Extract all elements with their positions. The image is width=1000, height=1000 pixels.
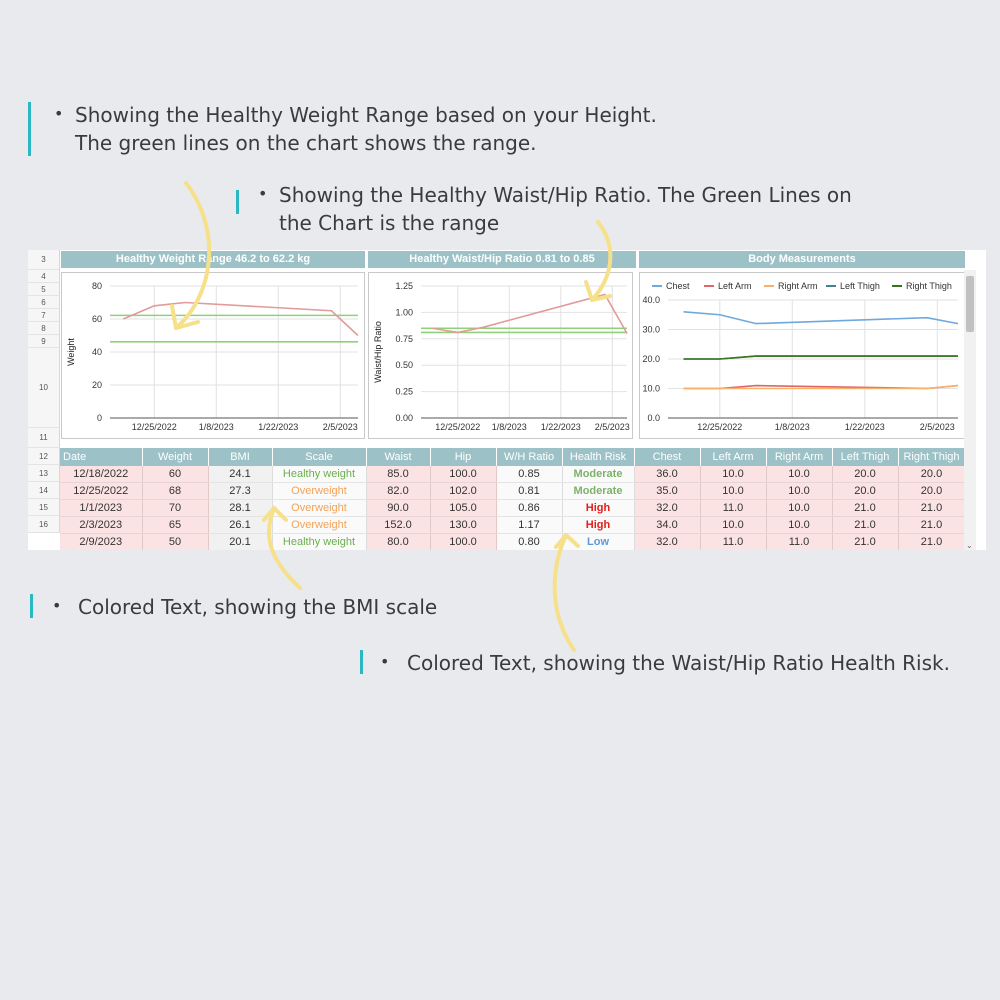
y-tick-label: 10.0 bbox=[642, 383, 660, 394]
callout-accent-bar bbox=[360, 650, 363, 674]
y-tick-label: 0.0 bbox=[647, 413, 660, 423]
table-cell-rthigh[interactable]: 21.0 bbox=[898, 534, 965, 551]
column-header[interactable]: Chest bbox=[634, 448, 700, 466]
table-cell-larm[interactable]: 10.0 bbox=[700, 517, 766, 534]
y-tick-label: 1.25 bbox=[395, 281, 413, 291]
table-cell-weight[interactable]: 70 bbox=[142, 500, 208, 517]
measurements-table bbox=[60, 448, 966, 550]
column-header[interactable]: Health Risk bbox=[562, 448, 634, 466]
body-measurements-chart[interactable] bbox=[639, 272, 965, 439]
table-cell-bmi[interactable]: 27.3 bbox=[208, 483, 272, 500]
table-cell-hip[interactable]: 105.0 bbox=[430, 500, 496, 517]
table-cell-hip[interactable]: 100.0 bbox=[430, 534, 496, 551]
y-tick-label: 20.0 bbox=[642, 354, 660, 364]
callout-text-line1: Showing the Healthy Waist/Hip Ratio. The Green Lines on bbox=[279, 183, 852, 207]
table-cell-rarm[interactable]: 10.0 bbox=[766, 466, 832, 483]
row-header[interactable]: 15 bbox=[28, 499, 60, 516]
x-tick-label: 1/8/2023 bbox=[198, 422, 234, 432]
callout-accent-bar bbox=[236, 190, 239, 214]
table-cell-scale[interactable]: Overweight bbox=[272, 500, 366, 517]
table-cell-rarm[interactable]: 10.0 bbox=[766, 500, 832, 517]
x-tick-label: 2/5/2023 bbox=[594, 422, 630, 432]
bullet-icon: • bbox=[54, 104, 64, 123]
table-cell-hip[interactable]: 130.0 bbox=[430, 517, 496, 534]
table-cell-ratio[interactable]: 0.80 bbox=[496, 534, 562, 551]
table-cell-lthigh[interactable]: 20.0 bbox=[832, 483, 898, 500]
table-cell-risk[interactable]: Moderate bbox=[562, 466, 634, 483]
table-cell-waist[interactable]: 90.0 bbox=[366, 500, 430, 517]
row-header[interactable]: 6 bbox=[28, 296, 60, 309]
table-cell-waist[interactable]: 85.0 bbox=[366, 466, 430, 483]
table-cell-chest[interactable]: 35.0 bbox=[634, 483, 700, 500]
table-cell-ratio[interactable]: 0.85 bbox=[496, 466, 562, 483]
bullet-icon: • bbox=[258, 184, 268, 203]
table-row[interactable] bbox=[60, 500, 965, 517]
table-cell-date[interactable]: 12/25/2022 bbox=[60, 483, 142, 500]
x-tick-label: 2/5/2023 bbox=[322, 422, 358, 432]
legend-label: Left Thigh bbox=[840, 281, 880, 291]
table-cell-lthigh[interactable]: 20.0 bbox=[832, 466, 898, 483]
column-header[interactable]: Hip bbox=[430, 448, 496, 466]
table-cell-hip[interactable]: 102.0 bbox=[430, 483, 496, 500]
row-header[interactable]: 10 bbox=[28, 348, 60, 428]
legend-label: Right Arm bbox=[778, 281, 818, 291]
column-header[interactable]: Left Arm bbox=[700, 448, 766, 466]
table-row[interactable] bbox=[60, 483, 965, 500]
y-tick-label: 40 bbox=[91, 347, 102, 357]
table-cell-weight[interactable]: 50 bbox=[142, 534, 208, 551]
table-cell-ratio[interactable]: 0.81 bbox=[496, 483, 562, 500]
table-cell-scale[interactable]: Overweight bbox=[272, 517, 366, 534]
table-cell-lthigh[interactable]: 21.0 bbox=[832, 500, 898, 517]
table-cell-lthigh[interactable]: 21.0 bbox=[832, 534, 898, 551]
column-header[interactable]: Date bbox=[60, 448, 142, 466]
table-cell-chest[interactable]: 32.0 bbox=[634, 500, 700, 517]
table-cell-risk[interactable]: High bbox=[562, 500, 634, 517]
table-cell-scale[interactable]: Healthy weight bbox=[272, 534, 366, 551]
legend-label: Right Thigh bbox=[906, 281, 952, 291]
x-tick-label: 1/22/2023 bbox=[844, 422, 885, 432]
x-tick-label: 12/25/2022 bbox=[131, 422, 177, 432]
table-body bbox=[60, 466, 965, 550]
table-cell-ratio[interactable]: 1.17 bbox=[496, 517, 562, 534]
chevron-down-icon[interactable]: ⌄ bbox=[966, 541, 973, 550]
y-axis-label: Weight bbox=[66, 338, 76, 366]
table-cell-rthigh[interactable]: 20.0 bbox=[898, 483, 965, 500]
column-header[interactable]: Scale bbox=[272, 448, 366, 466]
row-header[interactable]: 9 bbox=[28, 335, 60, 348]
y-tick-label: 40.0 bbox=[642, 295, 660, 305]
row-header[interactable]: 4 bbox=[28, 270, 60, 283]
table-cell-date[interactable]: 12/18/2022 bbox=[60, 466, 142, 483]
table-cell-waist[interactable]: 82.0 bbox=[366, 483, 430, 500]
y-tick-label: 80 bbox=[91, 281, 102, 291]
scrollbar-thumb[interactable] bbox=[966, 276, 974, 332]
table-cell-larm[interactable]: 11.0 bbox=[700, 534, 766, 551]
y-tick-label: 20 bbox=[91, 380, 102, 390]
callout-ratio-range bbox=[236, 180, 896, 240]
table-cell-hip[interactable]: 100.0 bbox=[430, 466, 496, 483]
y-tick-label: 0.75 bbox=[395, 333, 413, 344]
table-cell-larm[interactable]: 11.0 bbox=[700, 500, 766, 517]
table-cell-bmi[interactable]: 24.1 bbox=[208, 466, 272, 483]
table-cell-risk[interactable]: Moderate bbox=[562, 483, 634, 500]
y-tick-label: 30.0 bbox=[642, 324, 660, 335]
arrow-to-risk-column bbox=[555, 535, 574, 650]
y-tick-label: 0.25 bbox=[395, 386, 413, 397]
callout-weight-range bbox=[28, 100, 728, 160]
body-chart-svg bbox=[640, 273, 966, 440]
table-cell-chest[interactable]: 32.0 bbox=[634, 534, 700, 551]
legend-label: Chest bbox=[666, 281, 690, 291]
x-tick-label: 1/8/2023 bbox=[491, 422, 527, 432]
column-header[interactable]: Left Thigh bbox=[832, 448, 898, 466]
spreadsheet-view bbox=[28, 250, 986, 550]
table-row[interactable] bbox=[60, 517, 965, 534]
column-header[interactable]: Right Thigh bbox=[898, 448, 965, 466]
table-cell-risk[interactable]: High bbox=[562, 517, 634, 534]
callout-text-line2: the Chart is the range bbox=[279, 211, 500, 235]
row-header[interactable]: 3 bbox=[28, 250, 60, 270]
table-cell-bmi[interactable]: 28.1 bbox=[208, 500, 272, 517]
table-cell-weight[interactable]: 68 bbox=[142, 483, 208, 500]
row-header[interactable]: 16 bbox=[28, 516, 60, 533]
table-cell-rthigh[interactable]: 20.0 bbox=[898, 466, 965, 483]
ratio-chart[interactable] bbox=[368, 272, 633, 439]
column-header[interactable]: W/H Ratio bbox=[496, 448, 562, 466]
table-cell-risk[interactable]: Low bbox=[562, 534, 634, 551]
ratio-chart-svg bbox=[369, 273, 634, 440]
table-cell-weight[interactable]: 65 bbox=[142, 517, 208, 534]
x-tick-label: 12/25/2022 bbox=[435, 422, 481, 432]
x-tick-label: 1/22/2023 bbox=[258, 422, 299, 432]
row-header[interactable]: 7 bbox=[28, 309, 60, 322]
column-header[interactable]: BMI bbox=[208, 448, 272, 466]
callout-text: Colored Text, showing the Waist/Hip Ratio Health Risk. bbox=[407, 651, 950, 675]
weight-chart[interactable] bbox=[61, 272, 365, 439]
bullet-icon: • bbox=[52, 596, 62, 615]
table-cell-larm[interactable]: 10.0 bbox=[700, 466, 766, 483]
table-cell-rarm[interactable]: 11.0 bbox=[766, 534, 832, 551]
chart-header-body: Body Measurements bbox=[639, 251, 965, 268]
column-header[interactable]: Waist bbox=[366, 448, 430, 466]
x-tick-label: 2/5/2023 bbox=[919, 422, 955, 432]
table-cell-bmi[interactable]: 20.1 bbox=[208, 534, 272, 551]
table-cell-scale[interactable]: Healthy weight bbox=[272, 466, 366, 483]
y-tick-label: 0 bbox=[96, 413, 102, 423]
row-header[interactable]: 12 bbox=[28, 448, 60, 465]
callout-text-line2: The green lines on the chart shows the range. bbox=[75, 131, 537, 155]
vertical-scrollbar[interactable] bbox=[964, 270, 976, 550]
table-cell-scale[interactable]: Overweight bbox=[272, 483, 366, 500]
y-tick-label: 0.00 bbox=[395, 413, 413, 423]
table-row[interactable] bbox=[60, 534, 965, 551]
callout-bmi bbox=[30, 592, 490, 622]
table-cell-weight[interactable]: 60 bbox=[142, 466, 208, 483]
y-axis-label: Waist/Hip Ratio bbox=[373, 321, 383, 383]
table-header-row bbox=[60, 448, 965, 466]
table-cell-waist[interactable]: 80.0 bbox=[366, 534, 430, 551]
series-line bbox=[684, 312, 958, 324]
callout-text-line1: Showing the Healthy Weight Range based on your Height. bbox=[75, 103, 657, 127]
y-tick-label: 0.50 bbox=[395, 360, 413, 371]
table-cell-date[interactable]: 2/3/2023 bbox=[60, 517, 142, 534]
table-cell-chest[interactable]: 36.0 bbox=[634, 466, 700, 483]
table-cell-chest[interactable]: 34.0 bbox=[634, 517, 700, 534]
legend-label: Left Arm bbox=[718, 281, 752, 291]
row-header[interactable]: 13 bbox=[28, 465, 60, 482]
table-cell-ratio[interactable]: 0.86 bbox=[496, 500, 562, 517]
table-cell-rarm[interactable]: 10.0 bbox=[766, 517, 832, 534]
table-cell-bmi[interactable]: 26.1 bbox=[208, 517, 272, 534]
table-cell-waist[interactable]: 152.0 bbox=[366, 517, 430, 534]
row-header[interactable]: 5 bbox=[28, 283, 60, 296]
row-header[interactable]: 8 bbox=[28, 322, 60, 335]
chart-header-ratio: Healthy Waist/Hip Ratio 0.81 to 0.85 bbox=[368, 251, 636, 268]
x-tick-label: 12/25/2022 bbox=[697, 422, 743, 432]
table-cell-date[interactable]: 2/9/2023 bbox=[60, 534, 142, 551]
table-cell-rarm[interactable]: 10.0 bbox=[766, 483, 832, 500]
weight-chart-svg bbox=[62, 273, 366, 440]
x-tick-label: 1/8/2023 bbox=[774, 422, 810, 432]
table-row[interactable] bbox=[60, 466, 965, 483]
column-header[interactable]: Right Arm bbox=[766, 448, 832, 466]
table-cell-rthigh[interactable]: 21.0 bbox=[898, 517, 965, 534]
y-tick-label: 60 bbox=[91, 314, 102, 324]
y-tick-label: 1.00 bbox=[395, 307, 413, 318]
table-cell-date[interactable]: 1/1/2023 bbox=[60, 500, 142, 517]
callout-text: Colored Text, showing the BMI scale bbox=[78, 595, 438, 619]
chart-header-weight: Healthy Weight Range 46.2 to 62.2 kg bbox=[61, 251, 365, 268]
row-header[interactable]: 14 bbox=[28, 482, 60, 499]
callout-accent-bar bbox=[28, 102, 31, 156]
column-header[interactable]: Weight bbox=[142, 448, 208, 466]
table-cell-rthigh[interactable]: 21.0 bbox=[898, 500, 965, 517]
callout-accent-bar bbox=[30, 594, 33, 618]
callout-risk bbox=[360, 648, 970, 678]
x-tick-label: 1/22/2023 bbox=[540, 422, 581, 432]
table-cell-larm[interactable]: 10.0 bbox=[700, 483, 766, 500]
row-header[interactable]: 11 bbox=[28, 428, 60, 448]
table-cell-lthigh[interactable]: 21.0 bbox=[832, 517, 898, 534]
bullet-icon: • bbox=[380, 652, 390, 671]
